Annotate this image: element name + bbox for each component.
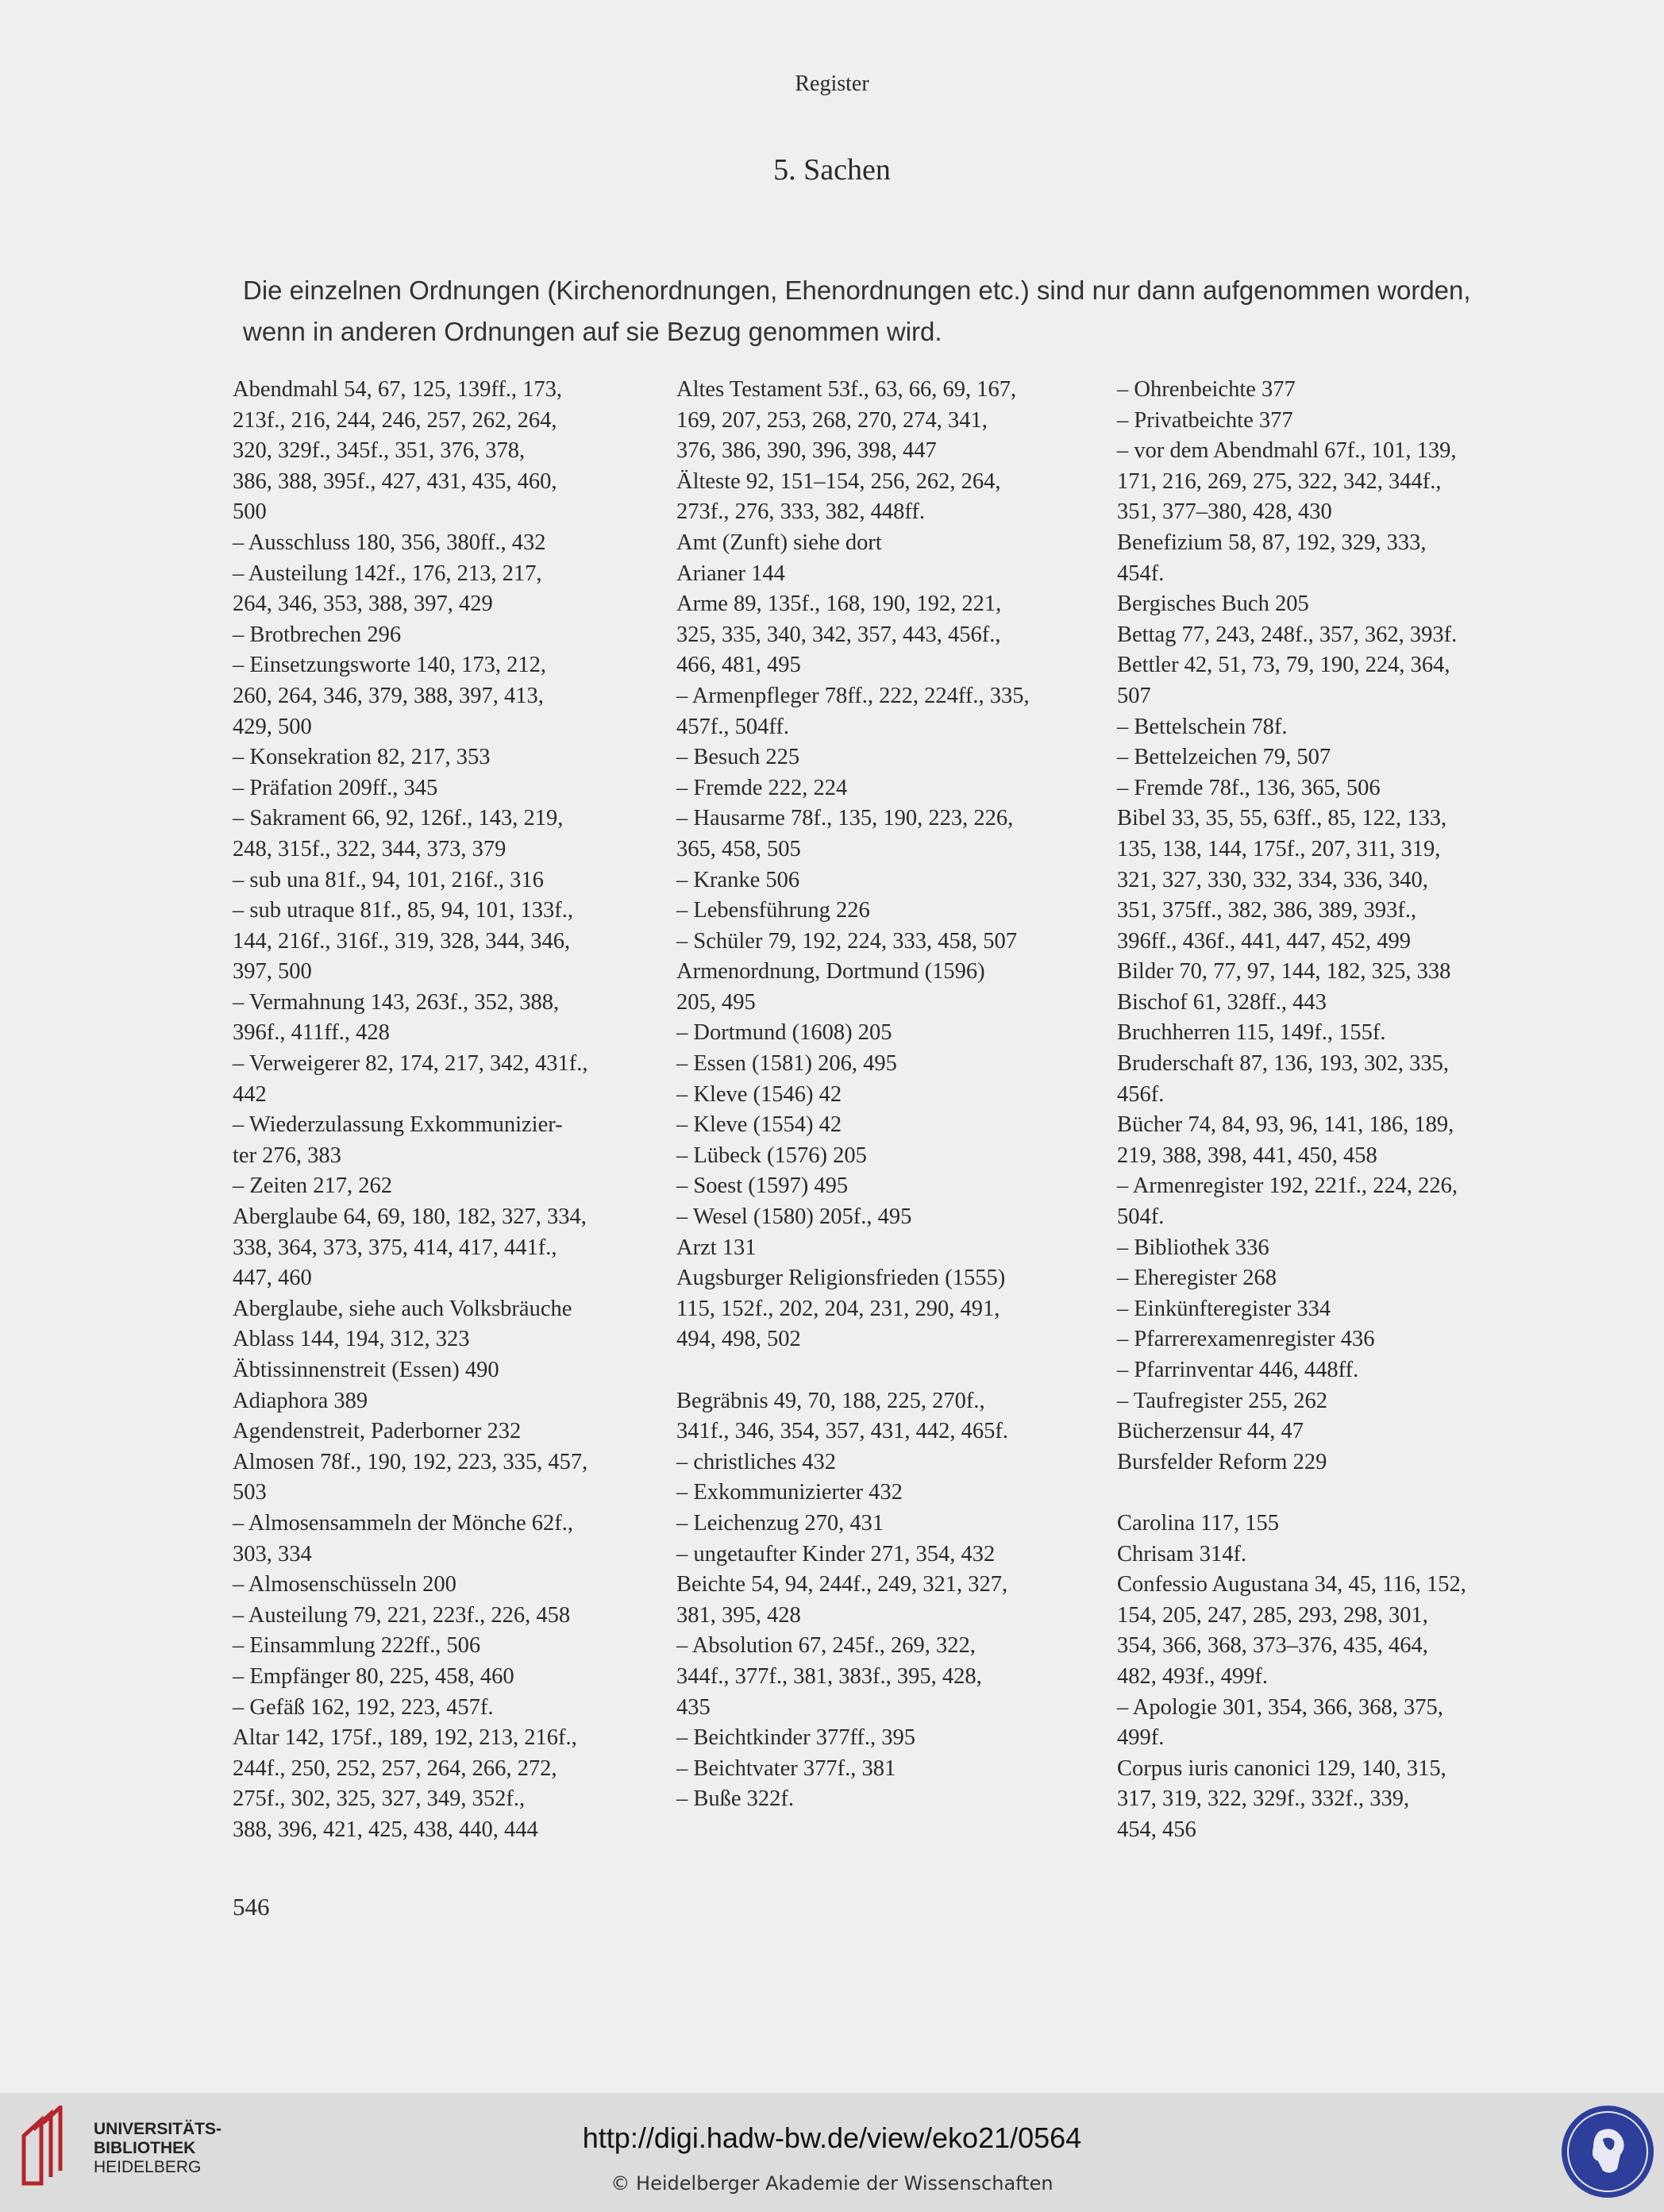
index-subentry bbox=[1117, 712, 1546, 743]
index-entry-line: Arianer 144 bbox=[676, 561, 785, 586]
index-entry-line: Armenordnung, Dortmund (1596) bbox=[676, 959, 985, 985]
index-entry-line: Benefizium 58, 87, 192, 329, 333, bbox=[1117, 530, 1427, 555]
index-subentry bbox=[233, 1049, 665, 1110]
index-entry bbox=[233, 1202, 665, 1294]
index-entry-line: – Einsammlung 222ff., 506 bbox=[233, 1633, 481, 1659]
index-entry-line: Altar 142, 175f., 189, 192, 213, 216f., bbox=[233, 1725, 577, 1751]
index-entry bbox=[1117, 1018, 1546, 1049]
index-entry-line: Äbtissinnenstreit (Essen) 490 bbox=[233, 1358, 499, 1382]
index-entry-line: – Hausarme 78f., 135, 190, 223, 226, bbox=[676, 806, 1014, 831]
index-entry-line: – Taufregister 255, 262 bbox=[1117, 1388, 1328, 1413]
index-entry-line: Almosen 78f., 190, 192, 223, 335, 457, bbox=[233, 1449, 588, 1474]
index-entry-line: – Konsekration 82, 217, 353 bbox=[233, 745, 491, 770]
index-entry-line: Agendenstreit, Paderborner 232 bbox=[233, 1419, 522, 1444]
index-entry-line: 321, 327, 330, 332, 334, 336, 340, bbox=[1117, 867, 1428, 892]
index-entry-line: 466, 481, 495 bbox=[676, 653, 801, 678]
index-entry bbox=[233, 1355, 665, 1386]
index-subentry bbox=[676, 1202, 1097, 1233]
index-entry-line: – Ausschluss 180, 356, 380ff., 432 bbox=[233, 530, 546, 555]
index-entry-line: 456f. bbox=[1117, 1081, 1165, 1107]
index-entry-line: 442 bbox=[233, 1081, 267, 1107]
index-subentry bbox=[233, 742, 665, 773]
index-subentry bbox=[1117, 1171, 1546, 1232]
viewer-footer bbox=[0, 2093, 1664, 2212]
copyright-notice: © Heidelberger Akademie der Wissenschaften bbox=[611, 2172, 1053, 2195]
index-subentry bbox=[233, 1631, 665, 1662]
index-subentry bbox=[676, 1110, 1097, 1141]
index-subentry bbox=[1117, 1324, 1546, 1355]
index-entry-line: – Buße 322f. bbox=[676, 1786, 795, 1812]
index-entry-line: 338, 364, 373, 375, 414, 417, 441f., bbox=[233, 1235, 557, 1260]
index-entry-line: – Pfarrinventar 446, 448ff. bbox=[1117, 1358, 1359, 1382]
index-entry-line: – Ohrenbeichte 377 bbox=[1117, 377, 1296, 402]
index-subentry bbox=[233, 620, 665, 651]
index-entry-line: 244f., 250, 252, 257, 264, 266, 272, bbox=[233, 1755, 557, 1781]
index-entry-line: Chrisam 314f. bbox=[1117, 1541, 1247, 1567]
index-entry-line: 169, 207, 253, 268, 270, 274, 341, bbox=[676, 407, 988, 433]
index-entry-line: – Austeilung 142f., 176, 213, 217, bbox=[233, 561, 542, 586]
index-entry bbox=[1117, 1570, 1546, 1692]
index-entry-line: 354, 366, 368, 373–376, 435, 464, bbox=[1117, 1633, 1428, 1659]
index-subentry bbox=[676, 1018, 1097, 1049]
index-entry-line: 260, 264, 346, 379, 388, 397, 413, bbox=[233, 683, 544, 708]
index-entry bbox=[676, 957, 1097, 1018]
index-entry-line: – Verweigerer 82, 174, 217, 342, 431f., bbox=[233, 1051, 588, 1077]
index-entry-line: – Bettelschein 78f. bbox=[1117, 714, 1288, 739]
index-entry-line: – Kleve (1546) 42 bbox=[676, 1081, 842, 1107]
permalink-url[interactable]: http://digi.hadw-bw.de/view/eko21/0564 bbox=[582, 2121, 1082, 2154]
index-subentry bbox=[233, 650, 665, 742]
index-entry-line: 205, 495 bbox=[676, 989, 756, 1015]
index-entry-line: 171, 216, 269, 275, 322, 342, 344f., bbox=[1117, 468, 1442, 494]
index-subentry bbox=[233, 1693, 665, 1724]
index-entry bbox=[1117, 528, 1546, 589]
index-entry bbox=[676, 1570, 1097, 1631]
index-subentry bbox=[1117, 1294, 1546, 1325]
index-entry-line: 499f. bbox=[1117, 1725, 1165, 1751]
index-entry-line: – Brotbrechen 296 bbox=[233, 622, 402, 647]
index-entry-line: 344f., 377f., 381, 383f., 395, 428, bbox=[676, 1663, 982, 1689]
index-entry-line: – Gefäß 162, 192, 223, 457f. bbox=[233, 1694, 494, 1720]
index-subentry bbox=[233, 1570, 665, 1601]
index-subentry bbox=[676, 1478, 1097, 1509]
index-entry-line: 482, 493f., 499f. bbox=[1117, 1663, 1268, 1689]
index-entry-line: – Bibliothek 336 bbox=[1117, 1235, 1269, 1260]
index-entry-line: 376, 386, 390, 396, 398, 447 bbox=[676, 438, 937, 464]
index-entry-line: Bibel 33, 35, 55, 63ff., 85, 122, 133, bbox=[1117, 806, 1447, 831]
index-subentry bbox=[233, 988, 665, 1049]
index-entry-line: Aberglaube 64, 69, 180, 182, 327, 334, bbox=[233, 1204, 587, 1230]
index-entry-line: 388, 396, 421, 425, 438, 440, 444 bbox=[233, 1817, 538, 1842]
index-subentry bbox=[676, 1631, 1097, 1723]
index-entry-line: 317, 319, 322, 329f., 332f., 339, bbox=[1117, 1786, 1410, 1812]
index-entry-line: – Bettelzeichen 79, 507 bbox=[1117, 745, 1331, 770]
index-subentry bbox=[676, 1509, 1097, 1540]
index-entry-line: Bettag 77, 243, 248f., 357, 362, 393f. bbox=[1117, 622, 1458, 647]
index-entry-line: 320, 329f., 345f., 351, 376, 378, bbox=[233, 438, 526, 464]
index-entry-line: 494, 498, 502 bbox=[676, 1327, 801, 1352]
index-entry-line: 144, 216f., 316f., 319, 328, 344, 346, bbox=[233, 928, 571, 954]
index-entry-line: – Kleve (1554) 42 bbox=[676, 1112, 842, 1138]
index-entry-line: 396f., 411ff., 428 bbox=[233, 1020, 390, 1046]
index-entry-line: ter 276, 383 bbox=[233, 1143, 341, 1168]
library-name-line-1: UNIVERSITÄTS- bbox=[94, 2120, 222, 2138]
index-entry-line: 154, 205, 247, 285, 293, 298, 301, bbox=[1117, 1602, 1428, 1628]
index-entry-line: – vor dem Abendmahl 67f., 101, 139, bbox=[1117, 438, 1457, 464]
index-entry-line: 503 bbox=[233, 1480, 267, 1505]
index-entry bbox=[676, 467, 1097, 528]
index-entry-line: – sub utraque 81f., 85, 94, 101, 133f., bbox=[233, 898, 574, 923]
index-entry-line: Bücherzensur 44, 47 bbox=[1117, 1419, 1304, 1444]
index-entry-line: Altes Testament 53f., 63, 66, 69, 167, bbox=[676, 377, 1017, 402]
index-subentry bbox=[676, 803, 1097, 865]
index-entry-line: 507 bbox=[1117, 683, 1151, 708]
index-subentry bbox=[233, 1662, 665, 1693]
index-entry-line: Abendmahl 54, 67, 125, 139ff., 173, bbox=[233, 377, 563, 402]
index-entry-line: Begräbnis 49, 70, 188, 225, 270f., bbox=[676, 1388, 985, 1413]
index-entry-line: Bischof 61, 328ff., 443 bbox=[1117, 989, 1327, 1015]
index-entry-line: 381, 395, 428 bbox=[676, 1602, 801, 1628]
intro-paragraph: Die einzelnen Ordnungen (Kirchenordnungen, Ehenordnungen etc.) sind nur dann aufgenommen worden, wenn in anderen Ordnungen auf sie Bezug genommen wird. bbox=[243, 276, 1471, 346]
index-entry bbox=[1117, 589, 1546, 620]
index-subentry bbox=[676, 1447, 1097, 1478]
index-entry-line: 435 bbox=[676, 1694, 711, 1720]
index-entry bbox=[1117, 1754, 1546, 1846]
index-subentry bbox=[233, 1110, 665, 1171]
index-entry-line: 457f., 504ff. bbox=[676, 714, 789, 739]
index-entry bbox=[233, 1723, 665, 1845]
index-entry-line: – Privatbeichte 377 bbox=[1117, 407, 1293, 433]
index-entry-line: – Almosenschüsseln 200 bbox=[233, 1572, 456, 1597]
index-subentry bbox=[233, 1171, 665, 1202]
index-entry-line: – Einkünfteregister 334 bbox=[1117, 1296, 1331, 1321]
index-entry-line: Bruderschaft 87, 136, 193, 302, 335, bbox=[1117, 1051, 1449, 1077]
index-entry-line: Augsburger Religionsfrieden (1555) bbox=[676, 1266, 1006, 1291]
index-entry bbox=[233, 1416, 665, 1447]
index-subentry bbox=[676, 1049, 1097, 1080]
index-entry-line: 264, 346, 353, 388, 397, 429 bbox=[233, 592, 493, 617]
index-subentry bbox=[676, 1171, 1097, 1202]
index-entry-line: 135, 138, 144, 175f., 207, 311, 319, bbox=[1117, 836, 1441, 861]
index-entry-line: – Besuch 225 bbox=[676, 745, 800, 770]
index-entry-line: Arzt 131 bbox=[676, 1235, 757, 1260]
index-entry-line: – Leichenzug 270, 431 bbox=[676, 1510, 884, 1536]
index-entry-line: Bergisches Buch 205 bbox=[1117, 592, 1309, 617]
index-subentry bbox=[233, 1601, 665, 1632]
page-number: 546 bbox=[233, 1893, 270, 1921]
index-subentry bbox=[1117, 1386, 1546, 1417]
index-subentry bbox=[676, 1141, 1097, 1172]
index-entry-line: Carolina 117, 155 bbox=[1117, 1510, 1279, 1536]
index-column-3 bbox=[1117, 375, 1546, 1846]
index-entry-line: – Schüler 79, 192, 224, 333, 458, 507 bbox=[676, 928, 1018, 954]
index-subentry bbox=[233, 896, 665, 988]
index-entry-line: – Empfänger 80, 225, 458, 460 bbox=[233, 1663, 514, 1689]
index-entry bbox=[676, 1263, 1097, 1355]
index-entry bbox=[676, 559, 1097, 590]
index-entry bbox=[233, 1324, 665, 1355]
index-entry-line: 397, 500 bbox=[233, 959, 312, 985]
index-entry-line: 396ff., 436f., 441, 447, 452, 499 bbox=[1117, 928, 1411, 954]
index-entry bbox=[1117, 620, 1546, 651]
index-subentry bbox=[676, 1080, 1097, 1111]
index-entry-line: Confessio Augustana 34, 45, 116, 152, bbox=[1117, 1572, 1466, 1597]
index-entry-line: 500 bbox=[233, 499, 267, 525]
library-name-line-3: HEIDELBERG bbox=[94, 2158, 202, 2176]
index-entry-line: Bücher 74, 84, 93, 96, 141, 186, 189, bbox=[1117, 1112, 1454, 1138]
index-entry bbox=[1117, 1416, 1546, 1447]
index-subentry bbox=[676, 1784, 1097, 1815]
index-entry-line: – Absolution 67, 245f., 269, 322, bbox=[676, 1633, 976, 1659]
index-subentry bbox=[676, 742, 1097, 773]
index-entry-line: – Wiederzulassung Exkommunizier- bbox=[233, 1112, 563, 1138]
index-entry-line: Amt (Zunft) siehe dort bbox=[676, 530, 882, 555]
index-subentry bbox=[676, 1754, 1097, 1785]
index-entry-line: 429, 500 bbox=[233, 714, 312, 739]
index-subentry bbox=[233, 559, 665, 620]
index-entry bbox=[233, 1447, 665, 1509]
index-subentry bbox=[1117, 1263, 1546, 1294]
index-subentry bbox=[1117, 773, 1546, 804]
letter-group-gap bbox=[676, 1355, 1097, 1386]
running-head: Register bbox=[795, 71, 869, 96]
index-entry-line: 454, 456 bbox=[1117, 1817, 1196, 1842]
index-entry-line: Adiaphora 389 bbox=[233, 1388, 368, 1413]
index-entry bbox=[1117, 650, 1546, 711]
index-entry-line: Ablass 144, 194, 312, 323 bbox=[233, 1327, 470, 1352]
index-entry-line: 386, 388, 395f., 427, 431, 435, 460, bbox=[233, 468, 557, 494]
index-entry-line: 325, 335, 340, 342, 357, 443, 456f., bbox=[676, 622, 1001, 647]
index-column-2 bbox=[676, 375, 1097, 1815]
index-entry-line: – sub una 81f., 94, 101, 216f., 316 bbox=[233, 867, 544, 892]
index-entry-line: – Dortmund (1608) 205 bbox=[676, 1020, 892, 1046]
letter-group-gap bbox=[1117, 1478, 1546, 1509]
index-entry-line: – Austeilung 79, 221, 223f., 226, 458 bbox=[233, 1602, 571, 1628]
index-entry-line: 273f., 276, 333, 382, 448ff. bbox=[676, 499, 925, 525]
index-entry bbox=[233, 1294, 665, 1325]
index-subentry bbox=[1117, 1693, 1546, 1754]
index-entry-line: 213f., 216, 244, 246, 257, 262, 264, bbox=[233, 407, 557, 433]
index-entry-line: 248, 315f., 322, 344, 373, 379 bbox=[233, 836, 507, 861]
index-entry bbox=[1117, 957, 1546, 988]
index-entry-line: Älteste 92, 151–154, 256, 262, 264, bbox=[676, 468, 1001, 494]
index-entry-line: – Beichtkinder 377ff., 395 bbox=[676, 1725, 916, 1751]
index-entry-line: Bettler 42, 51, 73, 79, 190, 224, 364, bbox=[1117, 653, 1450, 678]
index-entry-line: Beichte 54, 94, 244f., 249, 321, 327, bbox=[676, 1572, 1008, 1597]
library-name-line-2: BIBLIOTHEK bbox=[94, 2139, 196, 2157]
index-entry bbox=[1117, 1509, 1546, 1540]
index-entry-line: – Wesel (1580) 205f., 495 bbox=[676, 1204, 912, 1230]
index-entry bbox=[233, 1386, 665, 1417]
index-entry-line: – Eheregister 268 bbox=[1117, 1266, 1277, 1291]
index-entry-line: – Fremde 222, 224 bbox=[676, 775, 848, 800]
index-subentry bbox=[1117, 375, 1546, 406]
index-entry-line: Arme 89, 135f., 168, 190, 192, 221, bbox=[676, 592, 1002, 617]
index-subentry bbox=[233, 803, 665, 865]
index-subentry bbox=[1117, 1233, 1546, 1264]
index-entry-line: – christliches 432 bbox=[676, 1449, 837, 1474]
index-entry bbox=[676, 528, 1097, 559]
index-entry-line: – Soest (1597) 495 bbox=[676, 1173, 849, 1199]
index-entry-line: – Lübeck (1576) 205 bbox=[676, 1143, 867, 1168]
index-subentry bbox=[1117, 436, 1546, 528]
index-entry-line: – Vermahnung 143, 263f., 352, 388, bbox=[233, 989, 560, 1015]
index-subentry bbox=[233, 528, 665, 559]
index-subentry bbox=[1117, 742, 1546, 773]
index-entry bbox=[676, 1386, 1097, 1447]
index-entry-line: – Lebensführung 226 bbox=[676, 898, 870, 923]
index-subentry bbox=[676, 896, 1097, 927]
index-entry-line: – ungetaufter Kinder 271, 354, 432 bbox=[676, 1541, 996, 1567]
index-subentry bbox=[233, 773, 665, 804]
academy-seal-icon bbox=[1558, 2102, 1658, 2202]
index-entry-line: Bilder 70, 77, 97, 144, 182, 325, 338 bbox=[1117, 959, 1451, 985]
index-entry-line: – Kranke 506 bbox=[676, 867, 800, 892]
index-column-1 bbox=[233, 375, 665, 1846]
index-entry-line: – Sakrament 66, 92, 126f., 143, 219, bbox=[233, 806, 564, 831]
index-entry-line: 351, 377–380, 428, 430 bbox=[1117, 499, 1332, 525]
index-subentry bbox=[676, 681, 1097, 742]
index-entry bbox=[233, 375, 665, 528]
index-entry-line: 504f. bbox=[1117, 1204, 1165, 1230]
index-subentry bbox=[676, 1540, 1097, 1570]
index-entry-line: 275f., 302, 325, 327, 349, 352f., bbox=[233, 1786, 526, 1812]
index-entry-line: – Präfation 209ff., 345 bbox=[233, 775, 438, 800]
index-entry-line: – Apologie 301, 354, 366, 368, 375, bbox=[1117, 1694, 1443, 1720]
index-entry-line: 219, 388, 398, 441, 450, 458 bbox=[1117, 1143, 1377, 1168]
index-entry bbox=[1117, 1110, 1546, 1171]
index-entry-line: – Fremde 78f., 136, 365, 506 bbox=[1117, 775, 1381, 800]
index-entry-line: – Exkommunizierter 432 bbox=[676, 1480, 903, 1505]
index-entry bbox=[676, 1233, 1097, 1264]
index-entry-line: 303, 334 bbox=[233, 1541, 312, 1567]
index-subentry bbox=[676, 1723, 1097, 1754]
index-entry-line: – Armenpfleger 78ff., 222, 224ff., 335, bbox=[676, 683, 1030, 708]
index-entry-line: – Einsetzungsworte 140, 173, 212, bbox=[233, 653, 546, 678]
index-subentry bbox=[1117, 406, 1546, 437]
index-entry bbox=[676, 375, 1097, 467]
index-entry-line: 341f., 346, 354, 357, 431, 442, 465f. bbox=[676, 1419, 1008, 1444]
index-subentry bbox=[676, 865, 1097, 896]
index-entry-line: – Zeiten 217, 262 bbox=[233, 1173, 393, 1199]
index-entry bbox=[1117, 1540, 1546, 1570]
index-subentry bbox=[676, 927, 1097, 958]
index-entry-line: Aberglaube, siehe auch Volksbräuche bbox=[233, 1296, 572, 1321]
index-entry-line: – Almosensammeln der Mönche 62f., bbox=[233, 1510, 574, 1536]
index-entry-line: – Beichtvater 377f., 381 bbox=[676, 1755, 896, 1781]
index-entry-line: – Essen (1581) 206, 495 bbox=[676, 1051, 897, 1077]
index-entry-line: 365, 458, 505 bbox=[676, 836, 801, 861]
index-entry-line: 447, 460 bbox=[233, 1266, 312, 1291]
index-subentry bbox=[1117, 1355, 1546, 1386]
index-entry bbox=[676, 589, 1097, 681]
index-entry-line: 115, 152f., 202, 204, 231, 290, 491, bbox=[676, 1296, 1000, 1321]
index-entry-line: – Pfarrerexamenregister 436 bbox=[1117, 1327, 1375, 1352]
index-entry bbox=[1117, 988, 1546, 1019]
index-subentry bbox=[676, 773, 1097, 804]
index-subentry bbox=[233, 865, 665, 896]
index-subentry bbox=[233, 1509, 665, 1570]
index-entry-line: 454f. bbox=[1117, 561, 1165, 586]
index-entry-line: Bursfelder Reform 229 bbox=[1117, 1449, 1327, 1474]
index-entry-line: Bruchherren 115, 149f., 155f. bbox=[1117, 1020, 1386, 1046]
index-entry-line: Corpus iuris canonici 129, 140, 315, bbox=[1117, 1755, 1446, 1781]
index-entry bbox=[1117, 1447, 1546, 1478]
section-title: 5. Sachen bbox=[773, 153, 891, 187]
index-entry-line: – Armenregister 192, 221f., 224, 226, bbox=[1117, 1173, 1458, 1199]
index-entry-line: 351, 375ff., 382, 386, 389, 393f., bbox=[1117, 898, 1417, 923]
index-entry bbox=[1117, 1049, 1546, 1110]
index-entry bbox=[1117, 803, 1546, 957]
